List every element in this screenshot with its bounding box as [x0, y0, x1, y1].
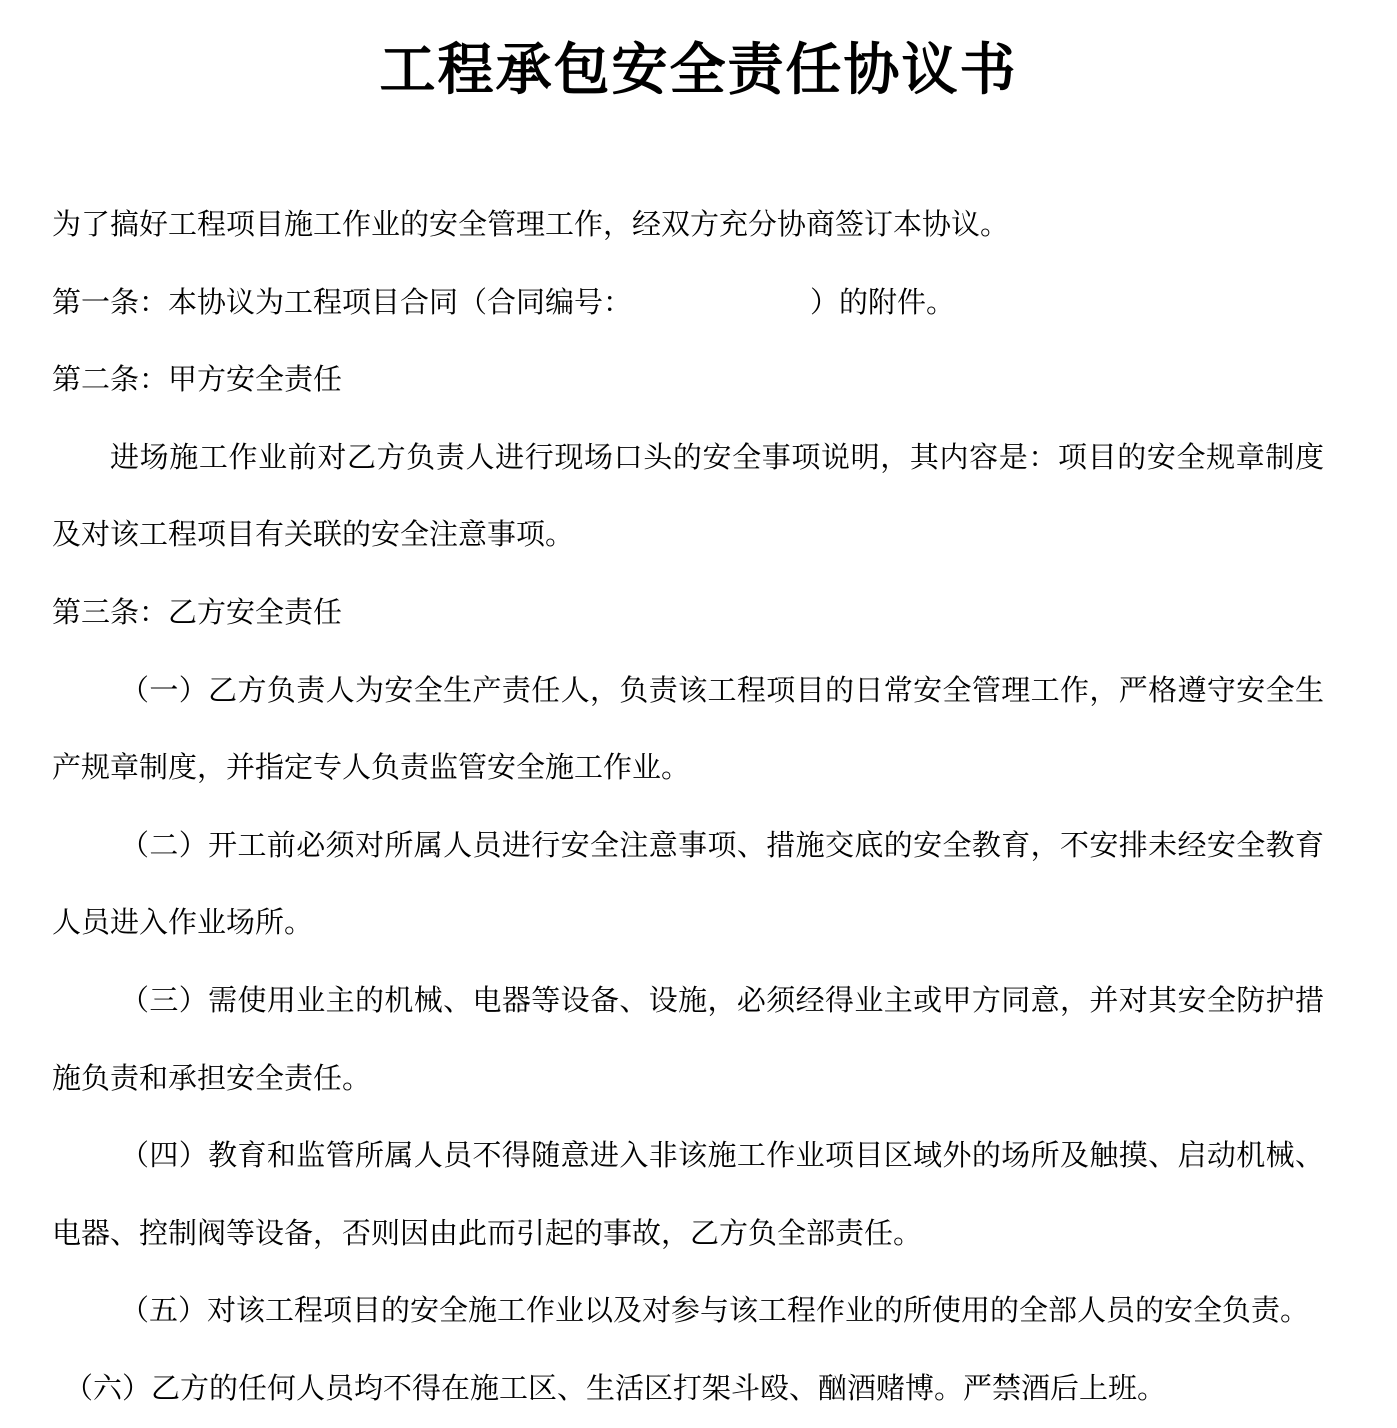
article-3-item-5: （五）对该工程项目的安全施工作业以及对参与该工程作业的所使用的全部人员的安全负责。 — [120, 1293, 1310, 1328]
article-3-item-1: （一）乙方负责人为安全生产责任人，负责该工程项目的日常安全管理工作，严格遵守安全生产规章制度，并指定专人负责监管安全施工作业。 — [52, 672, 1324, 785]
article-3-item-6: （六）乙方的任何人员均不得在施工区、生活区打架斗殴、酗酒赌博。严禁酒后上班。 — [64, 1370, 1167, 1405]
article-3-item-2: （二）开工前必须对所属人员进行安全注意事项、措施交底的安全教育，不安排未经安全教育人员进入作业场所。 — [52, 827, 1324, 940]
document-title: 工程承包安全责任协议书 — [379, 37, 1018, 103]
intro-paragraph: 为了搞好工程项目施工作业的安全管理工作，经双方充分协商签订本协议。 — [52, 207, 1010, 241]
article-3-heading: 第三条：乙方安全责任 — [52, 594, 343, 629]
article-3-item-4: （四）教育和监管所属人员不得随意进入非该施工作业项目区域外的场所及触摸、启动机械、电器、控制阀等设备，否则因由此而引起的事故，乙方负全部责任。 — [52, 1138, 1324, 1250]
article-2-heading: 第二条：甲方安全责任 — [52, 362, 343, 397]
article-1-suffix: ）的附件。 — [810, 284, 956, 319]
article-3-item-3: （三）需使用业主的机械、电器等设备、设施，必须经得业主或甲方同意，并对其安全防护措施负责和承担安全责任。 — [52, 982, 1324, 1095]
document-body — [52, 186, 1324, 1428]
article-1-text: 第一条：本协议为工程项目合同（合同编号： — [52, 284, 633, 319]
article-1 — [52, 264, 1324, 342]
article-2-paragraph: 进场施工作业前对乙方负责人进行现场口头的安全事项说明，其内容是：项目的安全规章制度及对该工程项目有关联的安全注意事项。 — [52, 439, 1324, 552]
